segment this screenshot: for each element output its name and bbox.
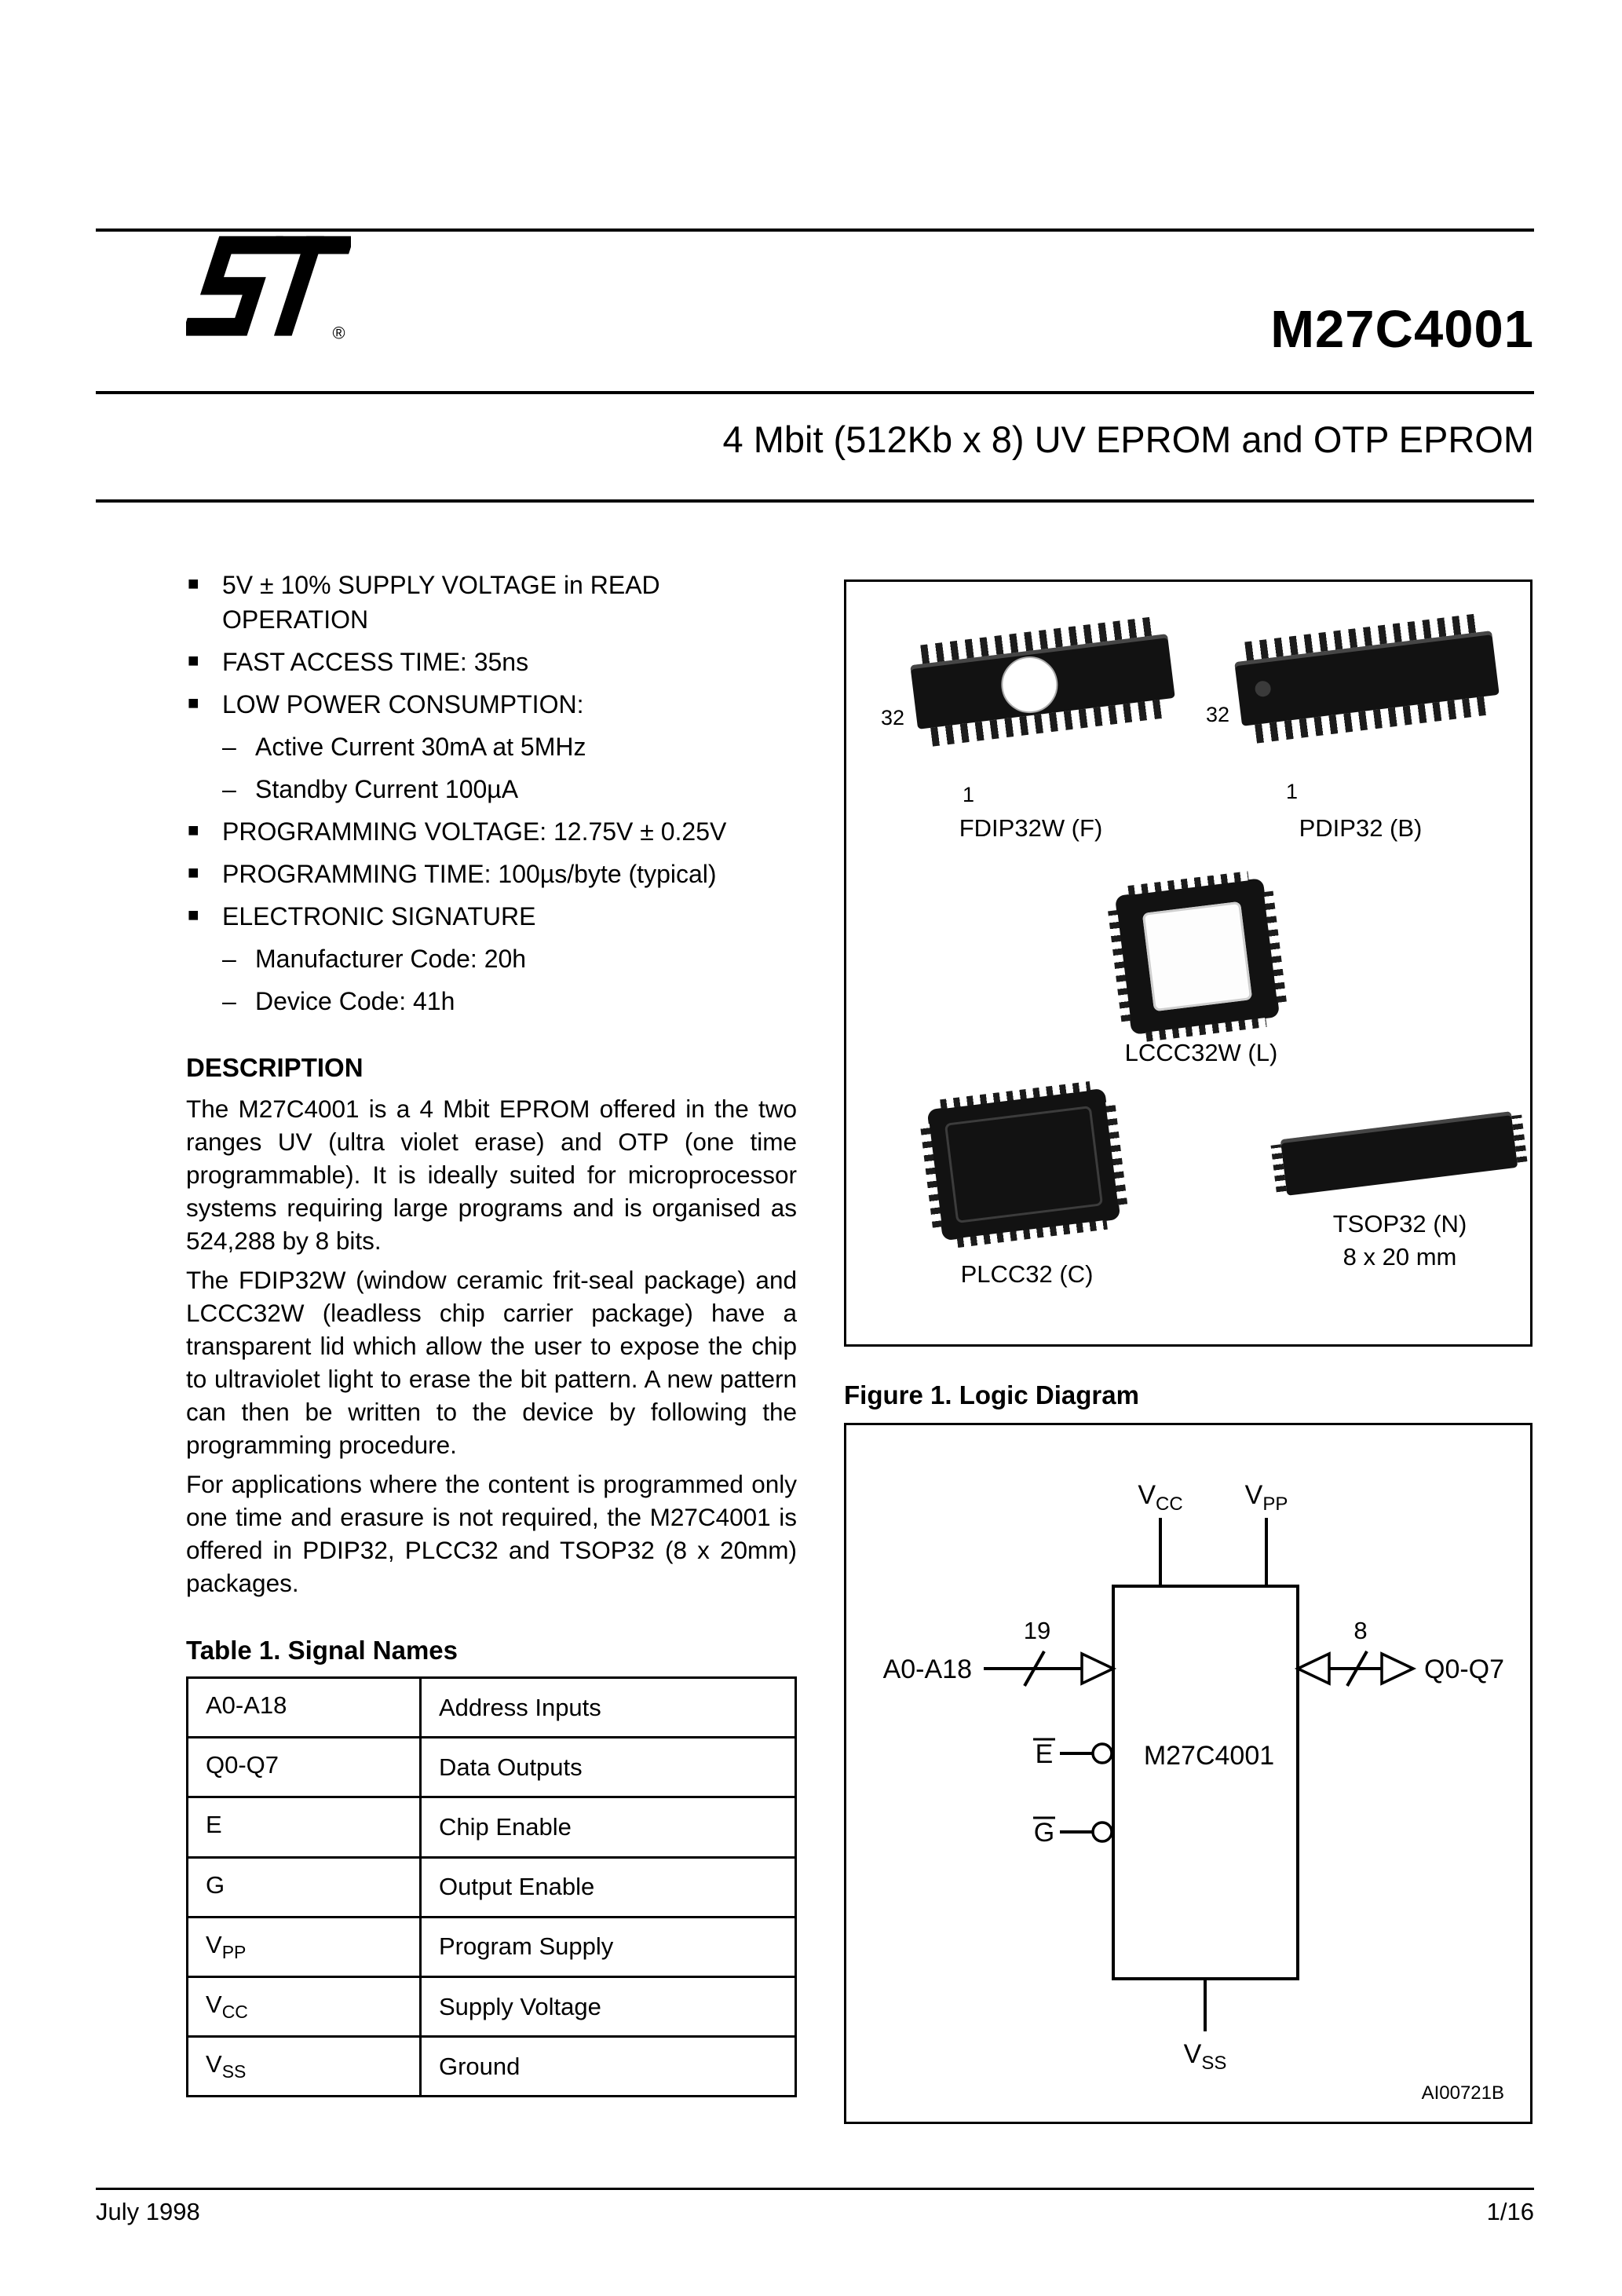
lccc-pads: [1127, 871, 1248, 895]
address-bus-width: 19: [1023, 1617, 1051, 1644]
tsop-pins: [1271, 1144, 1287, 1192]
description-heading: DESCRIPTION: [186, 1053, 363, 1082]
signal-name: $V_{PP}$: [188, 1917, 421, 1976]
pin1-dimple: [1254, 680, 1271, 697]
output-enable-inversion-bubble: [1093, 1823, 1112, 1841]
pdip32-label: PDIP32 (B): [1299, 814, 1423, 842]
signal-name: G: [188, 1857, 421, 1917]
signal-desc: Address Inputs: [421, 1678, 796, 1738]
tsop32-package-image: [1280, 1111, 1518, 1196]
address-bus-arrowhead: [1082, 1654, 1113, 1684]
table-row: [188, 1678, 796, 1738]
plcc32-label: PLCC32 (C): [960, 1260, 1094, 1288]
lccc32w-package-image: [1115, 878, 1280, 1035]
lccc-pads: [1108, 910, 1131, 1022]
bullet-icon: ■: [188, 573, 199, 594]
feature-item: [186, 568, 797, 637]
table-row: [188, 1857, 796, 1917]
feature-subitem: [186, 729, 797, 764]
chip-box: [1113, 1586, 1298, 1979]
page-number: 1/16: [1486, 2198, 1534, 2225]
signal-name: $V_{CC}$: [188, 1976, 421, 2036]
feature-subitem: [186, 941, 797, 976]
pin-1-label: 1: [1286, 780, 1299, 803]
bullet-icon: ■: [188, 693, 199, 714]
signal-desc: Chip Enable: [421, 1797, 796, 1857]
figure-caption: Figure 1. Logic Diagram: [844, 1380, 1139, 1409]
part-number: M27C4001: [1270, 300, 1534, 359]
footer-date: July 1998: [96, 2198, 200, 2225]
chip-label: M27C4001: [1143, 1741, 1275, 1771]
feature-item: [186, 814, 797, 849]
uv-window: [998, 653, 1061, 716]
signal-name: $V_{SS}$: [188, 2037, 421, 2097]
feature-text: Manufacturer Code: 20h: [255, 945, 527, 973]
uv-window: [1142, 901, 1252, 1011]
feature-item: [186, 857, 797, 891]
vss-label: $V_{SS}$: [1183, 2039, 1227, 2074]
bullet-icon: ■: [188, 820, 199, 841]
bullet-icon: ■: [188, 905, 199, 926]
description-block: [186, 1092, 797, 1600]
description-paragraph: The M27C4001 is a 4 Mbit EPROM offered in the two ranges UV (ultra violet erase) and OTP (one time programmable). It is ideally suited for microprocessor systems requiring large programs and is organised as 524,288 by 8 bits.: [186, 1095, 797, 1255]
data-bus-width: 8: [1353, 1617, 1368, 1644]
doc-title: 4 Mbit (512Kb x 8) UV EPROM and OTP EPROM: [722, 419, 1534, 460]
pdip32-package-image: [1232, 612, 1501, 744]
signal-name: A0-A18: [188, 1678, 421, 1738]
plcc-leads: [920, 1124, 942, 1227]
plcc-leads: [940, 1081, 1090, 1109]
feature-subitem: [186, 984, 797, 1018]
table-row: [188, 1976, 796, 2036]
feature-item: [186, 645, 797, 679]
plcc-leads: [1105, 1101, 1127, 1205]
logic-diagram: [846, 1425, 1530, 2122]
bullet-icon: ■: [188, 650, 199, 671]
bullet-icon: ■: [188, 862, 199, 883]
signal-table: [186, 1676, 797, 2097]
logic-diagram-frame: [844, 1423, 1532, 2124]
horizontal-rule: [96, 2188, 1534, 2190]
feature-text: PROGRAMMING TIME: 100µs/byte (typical): [222, 860, 717, 888]
dash-icon: –: [222, 945, 236, 973]
signal-desc: Program Supply: [421, 1917, 796, 1976]
dash-icon: –: [222, 733, 236, 761]
tsop-pins: [1511, 1115, 1527, 1163]
horizontal-rule: [96, 499, 1534, 503]
enable-inversion-bubble: [1093, 1744, 1112, 1763]
st-logo: [186, 233, 351, 346]
signal-desc: Supply Voltage: [421, 1976, 796, 2036]
table-row: [188, 1917, 796, 1976]
signal-name: E: [188, 1797, 421, 1857]
plcc32-package-image: [927, 1088, 1121, 1241]
signal-desc: Output Enable: [421, 1857, 796, 1917]
pin-1-label: 1: [963, 783, 975, 806]
signal-desc: Data Outputs: [421, 1738, 796, 1797]
feature-text: PROGRAMMING VOLTAGE: 12.75V ± 0.25V: [222, 817, 727, 846]
left-column: [186, 568, 797, 2097]
pin-32-label: 32: [881, 706, 905, 729]
table-row: [188, 2037, 796, 2097]
data-bus-arrowhead-left: [1298, 1654, 1329, 1684]
pin-32-label: 32: [1206, 703, 1230, 726]
plcc-leads: [957, 1220, 1108, 1248]
feature-item: [186, 687, 797, 722]
figure-ref-code: AI00721B: [1421, 2082, 1504, 2104]
data-bus-arrowhead-right: [1382, 1654, 1413, 1684]
output-enable-label: G: [1033, 1818, 1055, 1848]
feature-text: LOW POWER CONSUMPTION:: [222, 690, 584, 718]
feature-text: FAST ACCESS TIME: 35ns: [222, 648, 529, 676]
tsop32-label: TSOP32 (N): [1332, 1210, 1467, 1238]
feature-subitem: [186, 772, 797, 806]
dash-icon: –: [222, 775, 236, 803]
data-bus-label: Q0-Q7: [1424, 1654, 1505, 1684]
vpp-label: $V_{PP}$: [1244, 1480, 1288, 1515]
fdip32w-package-image: [908, 615, 1177, 748]
lccc32w-label: LCCC32W (L): [1124, 1039, 1278, 1066]
lccc-pads: [1264, 891, 1287, 1003]
feature-item: [186, 899, 797, 934]
dash-icon: –: [222, 987, 236, 1015]
signal-name: Q0-Q7: [188, 1738, 421, 1797]
feature-text: Standby Current 100µA: [255, 775, 519, 803]
st-logo-icon: [186, 233, 351, 342]
signal-desc: Ground: [421, 2037, 796, 2097]
table-caption: Table 1. Signal Names: [186, 1636, 458, 1665]
description-paragraph: For applications where the content is programmed only one time and erasure is not required, the M27C4001 is offered in PDIP32, PLCC32 and TSOP32 (8 x 20mm) packages.: [186, 1470, 797, 1597]
feature-text: Device Code: 41h: [255, 987, 455, 1015]
feature-list: [186, 568, 797, 1018]
feature-text: 5V ± 10% SUPPLY VOLTAGE in READ OPERATION: [222, 571, 660, 634]
address-bus-label: A0-A18: [882, 1654, 972, 1684]
packages-panel: [844, 579, 1532, 1347]
feature-text: ELECTRONIC SIGNATURE: [222, 902, 536, 930]
table-row: [188, 1738, 796, 1797]
plcc-top-face: [944, 1106, 1103, 1223]
table-row: [188, 1797, 796, 1857]
tsop32-size-label: 8 x 20 mm: [1343, 1243, 1457, 1270]
horizontal-rule: [96, 229, 1534, 232]
feature-text: Active Current 30mA at 5MHz: [255, 733, 586, 761]
description-paragraph: The FDIP32W (window ceramic frit-seal package) and LCCC32W (leadless chip carrier package) have a transparent lid which allow the user to expose the chip to ultraviolet light to erase the bit pattern. A new pattern can then be written to the device by following the programming procedure.: [186, 1266, 797, 1459]
vcc-label: $V_{CC}$: [1138, 1480, 1183, 1515]
horizontal-rule: [96, 391, 1534, 394]
fdip32w-label: FDIP32W (F): [959, 814, 1103, 842]
registered-mark: ®: [332, 323, 345, 342]
enable-label: E: [1035, 1739, 1054, 1769]
